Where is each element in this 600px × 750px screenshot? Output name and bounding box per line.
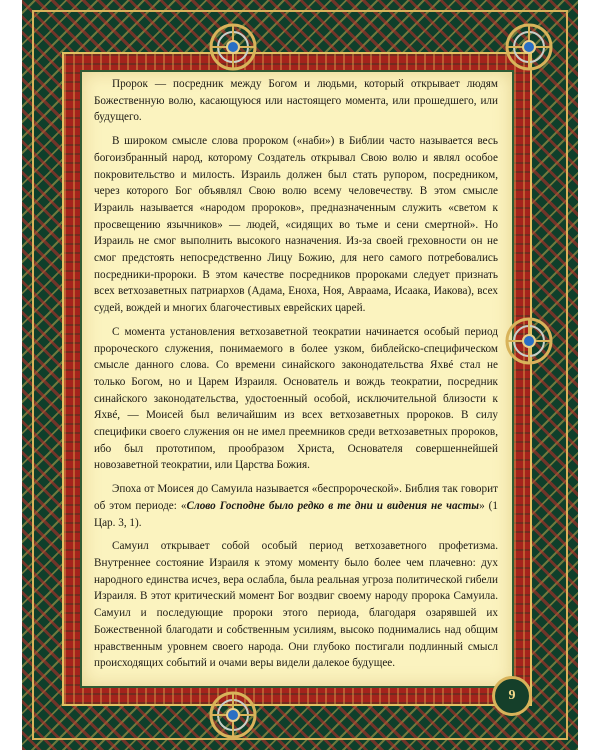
page-number: 9 xyxy=(492,676,532,716)
jeweled-medallion-icon xyxy=(208,22,258,72)
jeweled-medallion-icon xyxy=(504,316,554,366)
body-paragraph xyxy=(94,324,498,474)
jeweled-medallion-icon xyxy=(504,22,554,72)
paragraph-text: В широком смысле слова пророком («наби») в Библии часто называется весь богоизбранный народ, которому Создатель открывал Свою волю и являл особое покровительство и милость. Израиль должен был стать рупором, посредником, через которого Бог объявлял Свою волю всему человечеству. В этом смысле Израиль называется «народом пророков», предназначенным служить «светом к просвещению язычников» — людей, «сидящих во тьме и сени смертной». Но Израиль не смог выполнить высокого назначения. Из-за своей греховности он не смог предстоять непосредственно Лицу Божию, для него самого потребовались посредники-пророки. В этом качестве посредников пророками следует признать всех ветхозаветных патриархов (Адама, Еноха, Ноя, Авраама, Исаака, Иакова), всех судей, вождей и многих благочестивых еврейских царей. xyxy=(94,135,498,315)
paragraph-text: Пророк — посредник между Богом и людьми, который открывает людям Божественную волю, касающуюся или настоящего момента, или прошедшего, или будущего. xyxy=(94,78,498,124)
body-paragraph xyxy=(94,538,498,672)
body-paragraph xyxy=(94,133,498,317)
text-column xyxy=(94,76,498,679)
paragraph-text: Самуил открывает собой особый период ветхозаветного профетизма. Внутреннее состояние Израиля к этому моменту было более чем плачевно: дух народного единства исчез, вера ослабла, была реальная угроза политической гибели Израиля. В этот критический момент Бог воздвиг своему народу пророка Самуила. Самуил и последующие пророки этого периода, благодаря озарявшей их Божественной благодати и собственным усилиям, высоко поднимались над общим нравственным уровнем своего народа. Они глубоко постигали подлинный смысл происходящих событий и очами веры видели далекое будущее. xyxy=(94,540,498,670)
scripture-quote: Слово Господне было редко в те дни и видения не часты xyxy=(186,499,480,512)
body-paragraph xyxy=(94,76,498,126)
book-page xyxy=(22,0,578,750)
body-paragraph xyxy=(94,481,498,531)
paragraph-text: » (1 Цар. 3, 1). xyxy=(94,499,499,529)
paragraph-text: С момента установления ветхозаветной теократии начинается особый период пророческого служения, понимаемого в более узком, библейско-специфическом смысле данного слова. Со времени синайского законодательства Яхвé стал не только Богом, но и Царем Израиля. Основатель и вождь теократии, посредник синайского законодательства, удостоенный особой, исключительной близости к Яхвé, — Моисей был величайшим из всех ветхозаветных пророков. В силу специфики своего служения он не имел преемников среди ветхозаветных пророков, ибо был прототипом, прообразом Христа, Основателя совершеннейшей новозаветной теократии, или Царства Божия. xyxy=(94,325,498,472)
paragraph-text: Эпоха от Моисея до Самуила называется «беспророческой». Библия так говорит об этом периоде: « xyxy=(94,483,498,512)
jeweled-medallion-icon xyxy=(208,690,258,740)
